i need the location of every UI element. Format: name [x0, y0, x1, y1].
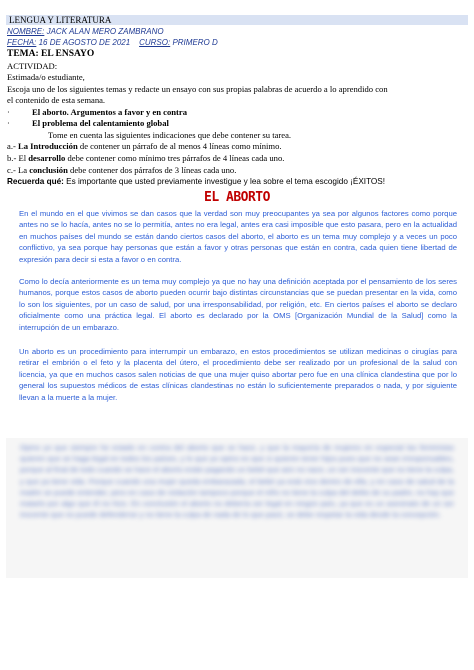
course-value: PRIMERO D: [172, 38, 218, 47]
requirement-introduction: [7, 141, 282, 151]
essay-title: EL ABORTO: [204, 190, 270, 205]
essay-paragraph-3: Un aborto es un procedimiento para interrumpir un embarazo, en estos procedimientos se utilizan medicinas o cirugías para retirar el embrión o el feto y la placenta del útero, el procedimiento debe ser realizado por un profesional de la salud con licencia, ya que en muchos casos salen noticias de que una mujer quiso abortar pero fue en una clínica clandestina que por lo general los supuestos médicos de estas clínicas clandestinas no están lo suficientemente preparados o nada, y por siguiente llevan a la muerte a la mujer.: [19, 347, 457, 402]
bullet: ·: [7, 118, 10, 128]
course-label: CURSO:: [139, 38, 171, 47]
reminder-text: Es importante que usted previamente investigue y lea sobre el tema escogido ¡ÉXITOS!: [63, 177, 386, 186]
reminder-label: Recuerda qué:: [7, 177, 64, 186]
essay-paragraph-1: En el mundo en el que vivimos se dan casos que la verdad son muy preocupantes ya sea por algunos factores como porque antes no se lo hacía, antes no se lo permitía, antes no era legal, antes era casi imposible que esto pasara, pero en la actualidad en muchos países del mundo se están dando ciertos casos del aborto, el aborto es un tema muy complejo y a veces un poco conflictivo, ya sea porque hay personas que están a favor y otras personas que están en contra, cada quien tiene libertad de expresión para decir si esta a favor o en contra.: [19, 209, 457, 264]
requirement-text: de contener un párrafo de al menos 4 líneas como mínimo.: [77, 141, 282, 151]
name-line: [7, 27, 164, 37]
requirement-prefix: b.- El: [7, 153, 29, 163]
requirement-keyword: La Introducción: [17, 141, 78, 151]
requirement-conclusion: [7, 165, 236, 175]
topic-option-abortion: [7, 107, 187, 117]
topic-option-label: El aborto. Argumentos a favor y en contra: [32, 107, 188, 117]
requirement-prefix: c.- La: [7, 165, 30, 175]
date-value: 16 DE AGOSTO DE 2021: [38, 38, 131, 47]
instruction-line-2: el contenido de esta semana.: [7, 95, 106, 105]
blurred-paragraph: Opino yo que siempre he estado en contra del aborto que se hace, y que la mayoría de mujeres en especial las feministas quieren que se haga legal en todos los países, y lo que yo opino es que si quieren tener hijos pues que no sean irresponsables, porque al final de todo cuando se hace el aborto están pagando un bebé que aún no nace, un ser inocente que no tiene la culpa, y que ya tiene vida. Porque cuando una mujer queda embarazada, el bebé ya está vivo dentro de ella, y en caso de salud de la madre se puede entender, pero en caso de violación tampoco porque el niño no tiene la culpa del delito de su padre, no hay que matarlo por algo que él no hizo. En conclusión el aborto no debería ser legal en ningún país, ya que es un asesinato de un ser inocente que no puede defenderse y no tiene la culpa de nada de lo que pasó, se debe respetar la vida desde la concepción.: [20, 443, 454, 520]
instruction-line-1: Escoja uno de los siguientes temas y redacte un ensayo con sus propias palabras de acuerdo a lo aprendido con: [7, 84, 388, 94]
requirement-prefix: a.-: [7, 141, 18, 151]
topic-title: TEMA: EL ENSAYO: [7, 49, 95, 59]
blurred-preview-region: [6, 438, 468, 578]
greeting: Estimada/o estudiante,: [7, 72, 85, 82]
requirement-development: [7, 153, 284, 163]
name-label: NOMBRE:: [7, 27, 45, 36]
essay-paragraph-2: Como lo decía anteriormente es un tema muy complejo ya que no hay una definición aceptada por el pensamiento de los seres humanos, porque estos casos de aborto pueden ocurrir bajo distintas circunstancias que se puedan presentar en la vida, como lo son los siguientes, por un caso de salud, por una irresponsabilidad, por religión, etc. En ciertos países el aborto se declaro oficialmente como una práctica legal. El aborto es declarado por la OMS [Organización Mundial de la Salud] como la interrupción de un embarazo.: [19, 277, 457, 332]
topic-option-warming: [7, 118, 169, 128]
requirement-keyword: desarrollo: [28, 153, 66, 163]
indications-note: Tome en cuenta las siguientes indicaciones que debe contener su tarea.: [48, 130, 292, 140]
requirement-keyword: conclusión: [29, 165, 68, 175]
date-label: FECHA:: [7, 38, 37, 47]
activity-label: ACTIVIDAD:: [7, 61, 58, 71]
subject-header: LENGUA Y LITERATURA: [6, 15, 468, 25]
bullet: ·: [7, 107, 10, 117]
topic-option-label: El problema del calentamiento global: [32, 118, 169, 128]
name-value: JACK ALAN MERO ZAMBRANO: [46, 27, 164, 36]
date-course-line: [7, 38, 218, 48]
requirement-text: debe contener como mínimo tres párrafos de 4 líneas cada uno.: [65, 153, 285, 163]
reminder-line: [7, 177, 385, 187]
requirement-text: debe contener dos párrafos de 3 líneas cada uno.: [67, 165, 237, 175]
